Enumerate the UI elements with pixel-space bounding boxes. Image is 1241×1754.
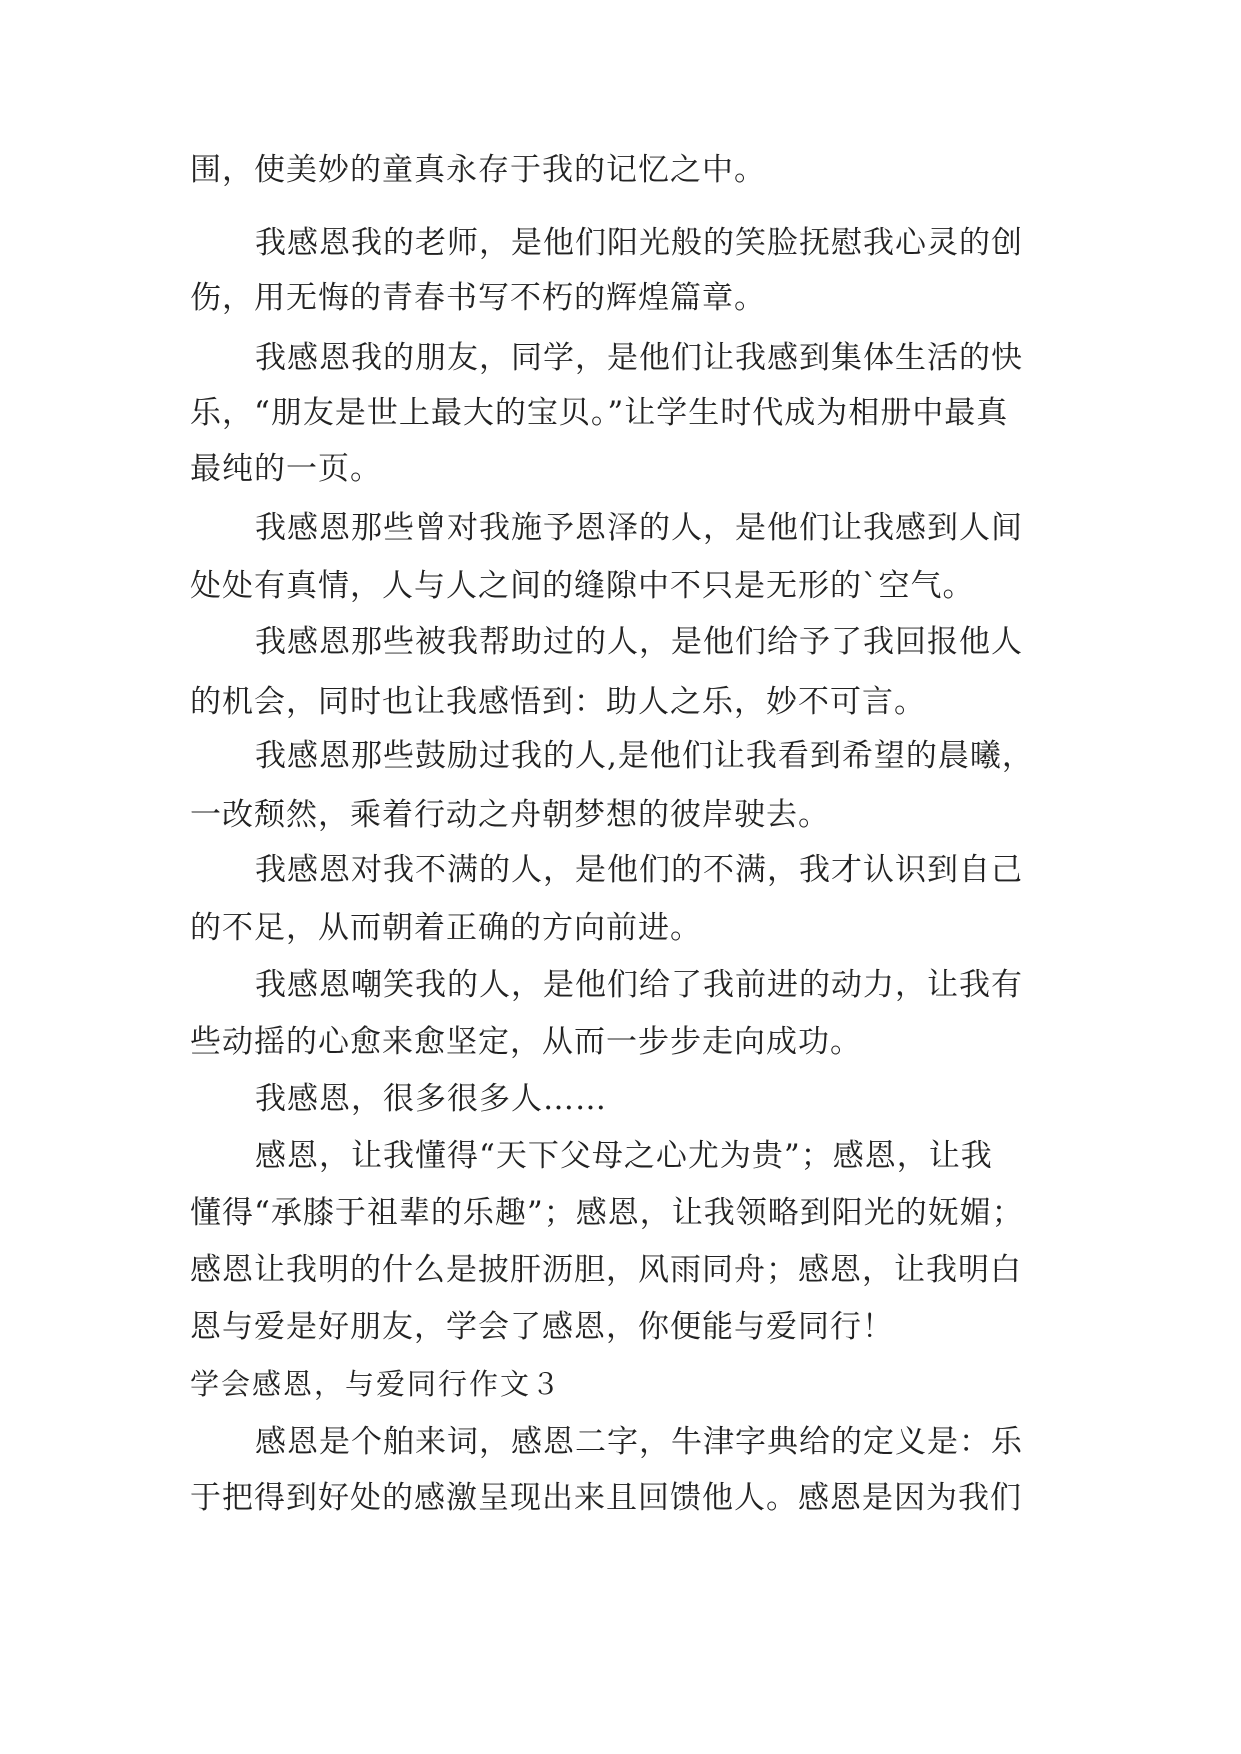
paragraph-line: 我感恩嘲笑我的人，是他们给了我前进的动力，让我有 — [255, 967, 1023, 1003]
paragraph-line: 我感恩，很多很多人…… — [255, 1081, 607, 1117]
paragraph-line: 我感恩那些鼓励过我的人,是他们让我看到希望的晨曦， — [255, 738, 1034, 774]
paragraph-line: 感恩是个舶来词，感恩二字，牛津字典给的定义是：乐 — [255, 1424, 1023, 1460]
text-line: 恩与爱是好朋友，学会了感恩，你便能与爱同行！ — [190, 1309, 894, 1345]
text-line: 乐，“朋友是世上最大的宝贝。”让学生时代成为相册中最真 — [190, 395, 1009, 431]
text-line: 感恩让我明的什么是披肝沥胆，风雨同舟；感恩，让我明白 — [190, 1252, 1022, 1288]
text-line: 处处有真情，人与人之间的缝隙中不只是无形的`空气。 — [190, 568, 975, 604]
text-line: 围，使美妙的童真永存于我的记忆之中。 — [190, 152, 766, 188]
text-line: 的机会，同时也让我感悟到：助人之乐，妙不可言。 — [190, 684, 926, 720]
paragraph-line: 我感恩那些被我帮助过的人，是他们给予了我回报他人 — [255, 624, 1023, 660]
text-line: 一改颓然，乘着行动之舟朝梦想的彼岸驶去。 — [190, 797, 830, 833]
section-heading: 学会感恩，与爱同行作文３ — [190, 1367, 563, 1401]
paragraph-line: 我感恩对我不满的人，是他们的不满，我才认识到自己 — [255, 852, 1023, 888]
text-line: 于把得到好处的感激呈现出来且回馈他人。感恩是因为我们 — [190, 1480, 1022, 1516]
paragraph-line: 感恩，让我懂得“天下父母之心尤为贵”；感恩，让我 — [255, 1138, 993, 1174]
paragraph-line: 我感恩我的朋友，同学，是他们让我感到集体生活的快 — [255, 340, 1023, 376]
paragraph-line: 我感恩那些曾对我施予恩泽的人，是他们让我感到人间 — [255, 510, 1023, 546]
text-line: 最纯的一页。 — [190, 451, 382, 487]
text-line: 懂得“承膝于祖辈的乐趣”；感恩，让我领略到阳光的妩媚； — [190, 1195, 1024, 1231]
text-line: 的不足，从而朝着正确的方向前进。 — [190, 910, 702, 946]
paragraph-line: 我感恩我的老师，是他们阳光般的笑脸抚慰我心灵的创 — [255, 225, 1023, 261]
text-line: 伤，用无悔的青春书写不朽的辉煌篇章。 — [190, 280, 766, 316]
text-line: 些动摇的心愈来愈坚定，从而一步步走向成功。 — [190, 1024, 862, 1060]
